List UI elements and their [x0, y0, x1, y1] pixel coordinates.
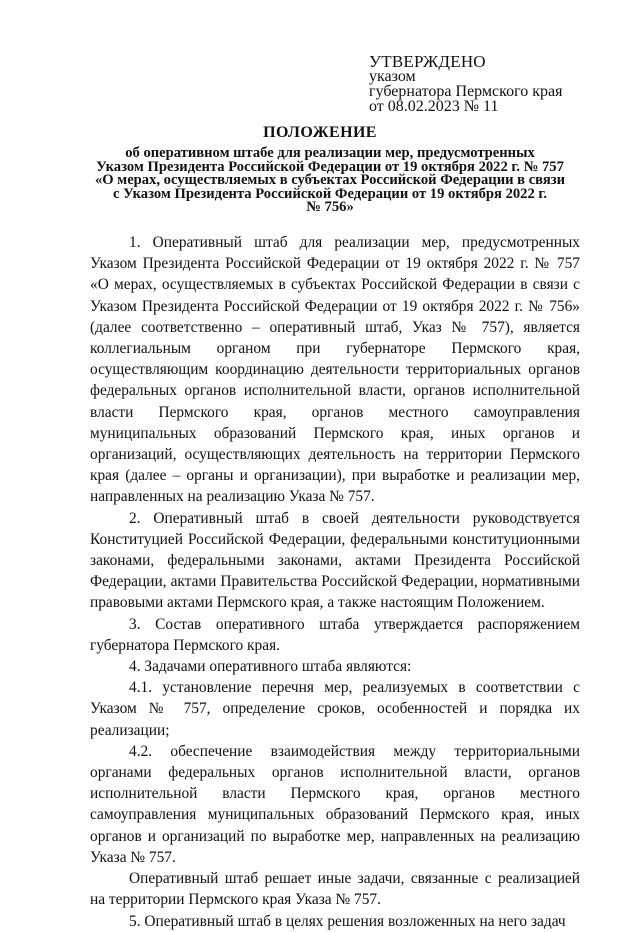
paragraph-5: 5. Оперативный штаб в целях решения возложенных на него задач	[129, 912, 566, 930]
document-title: ПОЛОЖЕНИЕ	[263, 124, 377, 141]
subtitle-line: «О мерах, осуществляемых в субъектах Российской Федерации в связи	[94, 172, 566, 189]
paragraph-4: 4. Задачами оперативного штаба являются:	[129, 658, 412, 676]
document-body	[90, 232, 580, 932]
paragraph-4-1: 4.1. установление перечня мер, реализуемых в соответствии с Указом № 757, определение сроков, особенностей и порядка их реализации;	[90, 679, 580, 739]
paragraph-other-tasks: Оперативный штаб решает иные задачи, связанные с реализацией на территории Пермского края Указа № 757.	[90, 870, 580, 909]
approval-line: губернатора Пермского края	[369, 83, 563, 100]
subtitle-line: № 756»	[306, 199, 354, 216]
paragraph-3: 3. Состав оперативного штаба утверждается распоряжением губернатора Пермского края.	[90, 615, 580, 654]
approval-stamp	[369, 54, 563, 114]
subtitle-line: Указом Президента Российской Федерации от 19 октября 2022 г. № 757	[96, 158, 564, 175]
paragraph-1: 1. Оперативный штаб для реализации мер, предусмотренных Указом Президента Российской Федерации от 19 октября 2022 г. № 757 «О мерах, осуществляемых в субъектах Российской Федерации в связи с Указом Президента Российской Федерации от 19 октября 2022 г. № 756» (далее соответственно – оперативный штаб, Указ № 757), является коллегиальным органом при губернаторе Пермского края, осуществляющим координацию деятельности территориальных органов федеральных органов исполнительной власти, органов исполнительной власти Пермского края, органов местного самоуправления муниципальных образований Пермского края, иных органов и организаций, осуществляющих деятельность на территории Пермского края (далее – органы и организации), при выработке и реализации мер, направленных на реализацию Указа № 757.	[90, 234, 580, 506]
subtitle-line: об оперативном штабе для реализации мер, предусмотренных	[125, 145, 535, 161]
subtitle-line: с Указом Президента Российской Федерации от 19 октября 2022 г.	[112, 185, 548, 202]
paragraph-4-2: 4.2. обеспечение взаимодействия между территориальными органами федеральных органов исполнительной власти, органов исполнительной власти Пермского края, органов местного самоуправления муниципальных образований Пермского края, иных органов и организаций по выработке мер, направленных на реализацию Указа № 757.	[90, 742, 580, 866]
approval-line: указом	[369, 68, 416, 85]
document-subtitle	[84, 147, 576, 215]
paragraph-2: 2. Оперативный штаб в своей деятельности руководствуется Конституцией Российской Федерации, федеральными конституционными законами, федеральными законами, актами Президента Российской Федерации, актами Правительства Российской Федерации, нормативными правовыми актами Пермского края, а также настоящим Положением.	[90, 509, 580, 612]
approval-line: от 08.02.2023 № 11	[369, 98, 499, 115]
approval-heading: УТВЕРЖДЕНО	[369, 52, 486, 71]
